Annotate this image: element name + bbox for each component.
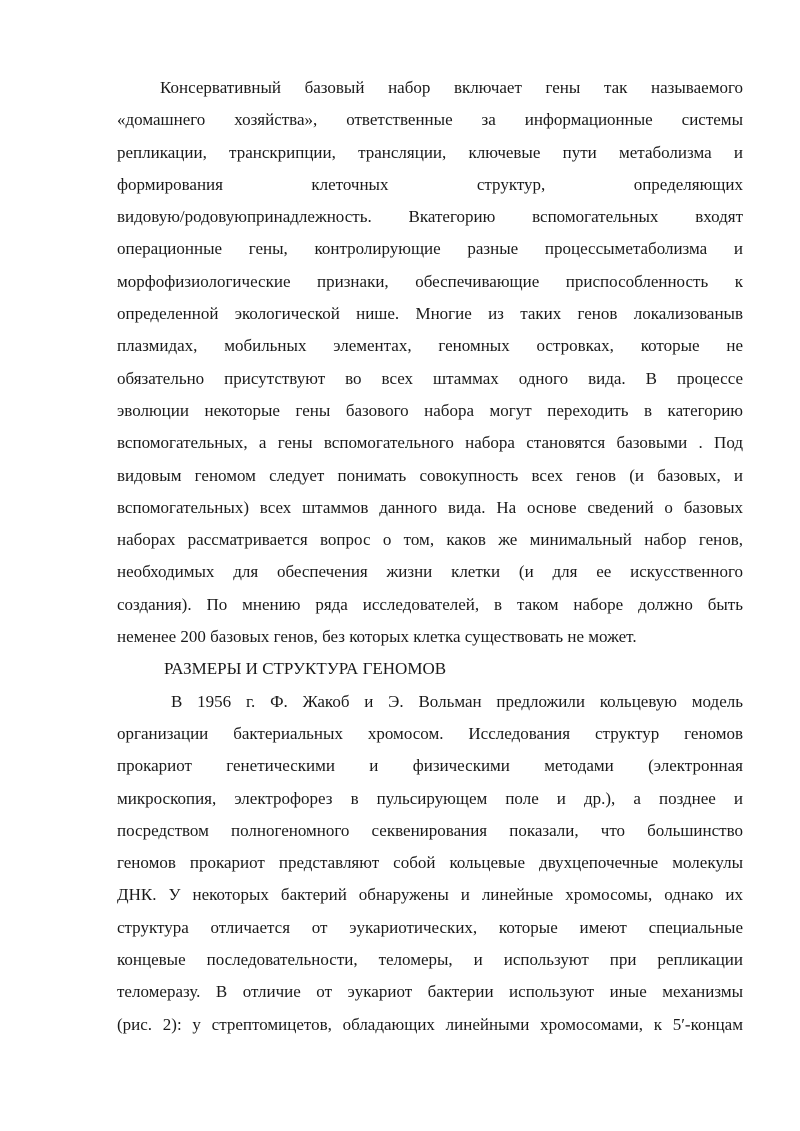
text-line: вспомогательных, а гены вспомогательного набора становятся базовыми . Под: [117, 433, 743, 453]
section-heading: РАЗМЕРЫ И СТРУКТУРА ГЕНОМОВ: [164, 659, 447, 679]
text-line: формирования клеточных структур, определяющих: [117, 174, 743, 194]
text-line: микроскопия, электрофорез в пульсирующем поле и др.), а позднее и: [117, 788, 743, 808]
text-line: теломеразу. В отличие от эукариот бактерии используют иные механизмы: [117, 982, 743, 1002]
text-line: неменее 200 базовых генов, без которых клетка существовать не может.: [117, 627, 637, 647]
text-line: ДНК. У некоторых бактерий обнаружены и линейные хромосомы, однако их: [117, 885, 743, 905]
text-line: наборах рассматривается вопрос о том, каков же минимальный набор генов,: [117, 530, 743, 550]
text-line: (рис. 2): у стрептомицетов, обладающих линейными хромосомами, к 5′-концам: [117, 1014, 743, 1034]
text-line: организации бактериальных хромосом. Исследования структур геномов: [117, 723, 743, 743]
text-line: обязательно присутствуют во всех штаммах одного вида. В процессе: [117, 368, 743, 388]
text-line: геномов прокариот представляют собой кольцевые двухцепочечные молекулы: [117, 853, 743, 873]
text-line: прокариот генетическими и физическими методами (электронная: [117, 756, 743, 776]
text-line: эволюции некоторые гены базового набора могут переходить в категорию: [117, 400, 743, 420]
text-line: морфофизиологические признаки, обеспечивающие приспособленность к: [117, 271, 743, 291]
text-line: операционные гены, контролирующие разные процессыметаболизма и: [117, 239, 743, 259]
text-line: концевые последовательности, теломеры, и используют при репликации: [117, 950, 743, 970]
text-line: структура отличается от эукариотических, которые имеют специальные: [117, 917, 743, 937]
paragraph-conservative-base-set: [117, 72, 743, 653]
paragraph-genome-size-structure: [117, 686, 743, 1041]
text-line: «домашнего хозяйства», ответственные за информационные системы: [117, 110, 743, 130]
text-line: видовым геномом следует понимать совокупность всех генов (и базовых, и: [117, 465, 743, 485]
text-line: определенной экологической нише. Многие из таких генов локализованыв: [117, 304, 743, 324]
text-line: вспомогательных) всех штаммов данного вида. На основе сведений о базовых: [117, 497, 743, 517]
text-line: необходимых для обеспечения жизни клетки (и для ее искусственного: [117, 562, 743, 582]
text-line: создания). По мнению ряда исследователей, в таком наборе должно быть: [117, 594, 743, 614]
document-body: [117, 72, 743, 1041]
text-line: плазмидах, мобильных элементах, геномных островках, которые не: [117, 336, 743, 356]
text-line: В 1956 г. Ф. Жакоб и Э. Вольман предложили кольцевую модель: [171, 691, 743, 711]
text-line: Консервативный базовый набор включает гены так называемого: [160, 78, 743, 97]
text-line: видовую/родовуюпринадлежность. Вкатегорию вспомогательных входят: [117, 207, 743, 227]
text-line: посредством полногеномного секвенирования показали, что большинство: [117, 820, 743, 840]
text-line: репликации, транскрипции, трансляции, ключевые пути метаболизма и: [117, 142, 743, 162]
